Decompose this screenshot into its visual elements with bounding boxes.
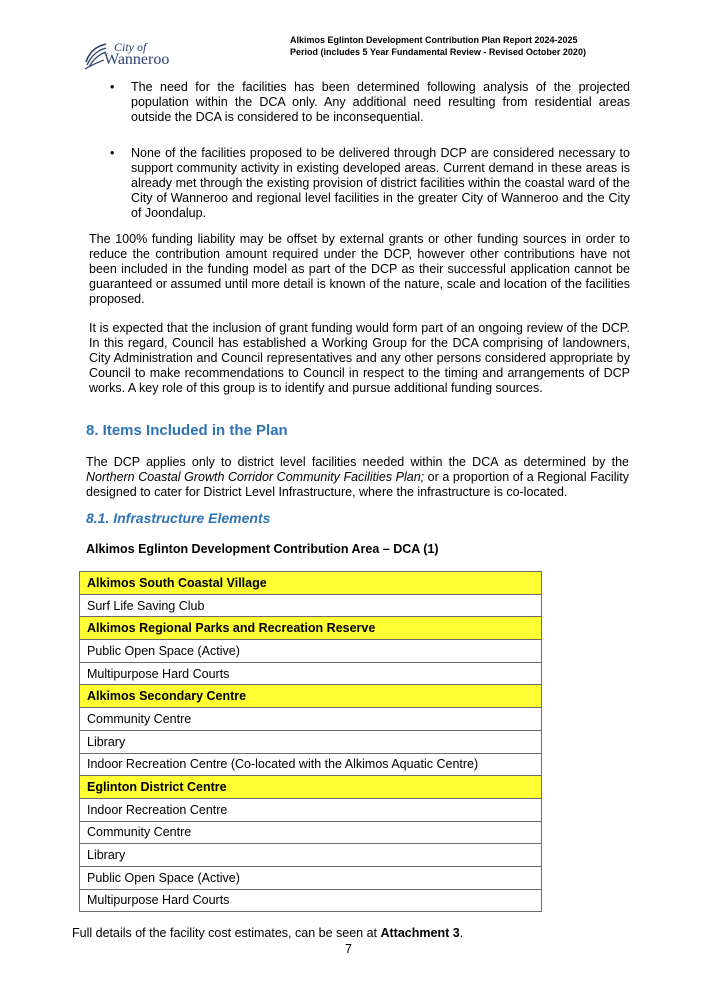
table-group-row (80, 776, 542, 799)
section-8-1-heading: 8.1. Infrastructure Elements (86, 510, 271, 526)
section-8-paragraph: The DCP applies only to district level facilities needed within the DCA as determined by the Northern Coastal Growth Corridor Community Facilities Plan; or a proportion of a Regional Facility designed to cater for District Level Infrastructure, where the infrastructure is co-located. (86, 455, 629, 499)
section-8-heading: 8. Items Included in the Plan (86, 422, 288, 439)
table-row (80, 662, 542, 685)
bullet-item: • None of the facilities proposed to be delivered through DCP are considered necessary to support community activity in existing developed areas. Current demand in these areas is already met through the existing provision of district facilities within the coastal ward of the City of Wanneroo and regional level facilities in the greater City of Wanneroo and the City of Joondalup. (110, 146, 630, 220)
logo-text-wanneroo: Wanneroo (104, 51, 170, 68)
table-row (80, 730, 542, 753)
document-header (290, 34, 600, 58)
header-line-2: Period (includes 5 Year Fundamental Review - Revised October 2020) (290, 47, 586, 57)
table-cell: Alkimos South Coastal Village (80, 572, 542, 595)
table-cell: Public Open Space (Active) (80, 640, 542, 663)
table-row (80, 640, 542, 663)
table-row (80, 844, 542, 867)
funding-paragraph: The 100% funding liability may be offset by external grants or other funding sources in order to reduce the contribution amount required under the DCP, however other contributions have not been included in the funding model as part of the DCP as their successful application cannot be guaranteed or assumed until more detail is known of the nature, scale and location of the facilities proposed. (89, 232, 630, 306)
page-number: 7 (345, 942, 352, 956)
table-row (80, 594, 542, 617)
table-cell: Public Open Space (Active) (80, 866, 542, 889)
table-cell: Community Centre (80, 821, 542, 844)
logo-text-city-of: City of (114, 40, 147, 54)
table-cell: Eglinton District Centre (80, 776, 542, 799)
infrastructure-table-body (80, 572, 542, 912)
table-cell: Community Centre (80, 708, 542, 731)
bullet-dot-icon: • (110, 146, 115, 160)
table-row (80, 866, 542, 889)
bullet-dot-icon: • (110, 80, 115, 94)
table-group-row (80, 685, 542, 708)
table-row (80, 889, 542, 912)
table-group-row (80, 572, 542, 595)
table-group-row (80, 617, 542, 640)
table-title: Alkimos Eglinton Development Contribution Area – DCA (1) (86, 542, 439, 556)
table-cell: Multipurpose Hard Courts (80, 662, 542, 685)
bullet-list (110, 80, 630, 242)
table-cell: Multipurpose Hard Courts (80, 889, 542, 912)
table-cell: Surf Life Saving Club (80, 594, 542, 617)
table-row (80, 753, 542, 776)
table-cell: Indoor Recreation Centre (80, 798, 542, 821)
table-row (80, 821, 542, 844)
header-line-1: Alkimos Eglinton Development Contribution Plan Report 2024-2025 (290, 35, 578, 45)
city-of-wanneroo-logo (84, 40, 194, 74)
table-row (80, 708, 542, 731)
footer-note: Full details of the facility cost estimates, can be seen at Attachment 3. (72, 926, 464, 940)
table-cell: Alkimos Regional Parks and Recreation Reserve (80, 617, 542, 640)
table-cell: Alkimos Secondary Centre (80, 685, 542, 708)
attachment-reference: Attachment 3 (380, 926, 460, 940)
bullet-item: • The need for the facilities has been determined following analysis of the projected population within the DCA only. Any additional need resulting from residential areas outside the DCA is considered to be inconsequential. (110, 80, 630, 124)
table-cell: Library (80, 730, 542, 753)
table-row (80, 798, 542, 821)
grant-paragraph: It is expected that the inclusion of grant funding would form part of an ongoing review of the DCP. In this regard, Council has established a Working Group for the DCA comprising of landowners, City Administration and Council representatives and any other persons considered appropriate by Council to make recommendations to Council in respect to the timing and arrangements of DCP works. A key role of this group is to identify and pursue additional funding sources. (89, 321, 630, 395)
table-cell: Library (80, 844, 542, 867)
table-cell: Indoor Recreation Centre (Co-located with the Alkimos Aquatic Centre) (80, 753, 542, 776)
infrastructure-table (79, 571, 542, 912)
